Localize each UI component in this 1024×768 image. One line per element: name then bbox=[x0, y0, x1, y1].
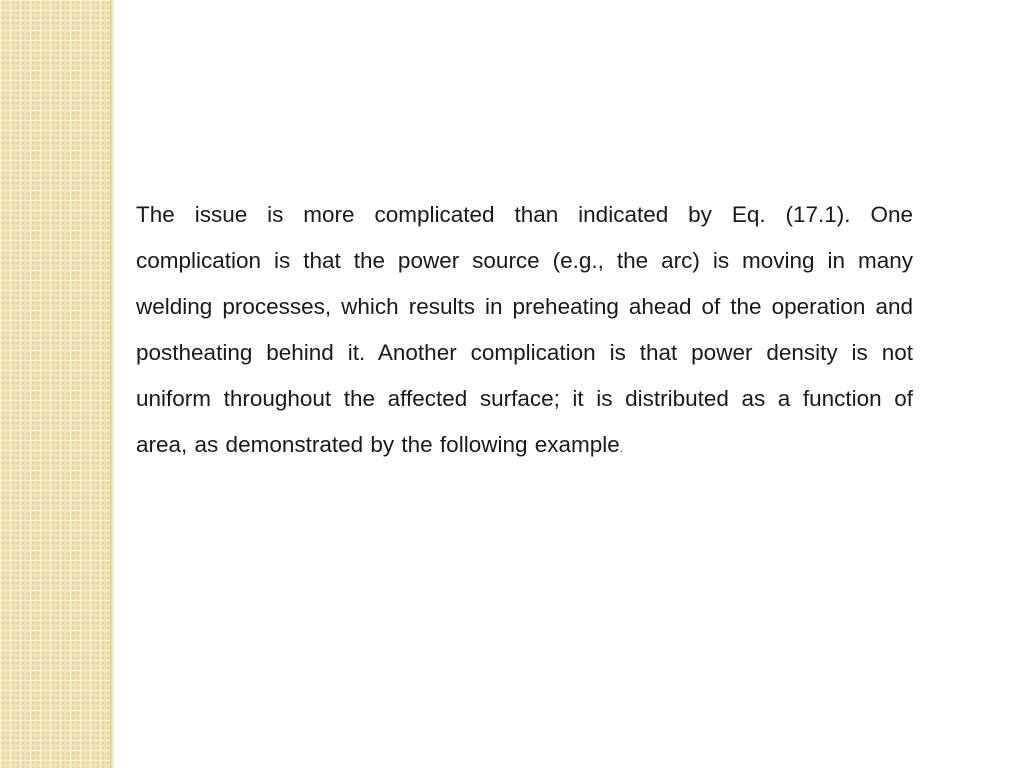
body-paragraph bbox=[136, 192, 913, 472]
decorative-side-band bbox=[0, 0, 110, 768]
side-band-edge bbox=[110, 0, 115, 768]
trailing-period: . bbox=[619, 443, 623, 455]
paragraph-text: The issue is more complicated than indicated by Eq. (17.1). One complication is that the power source (e.g., the arc) is moving in many welding processes, which results in preheating ahead of the operation and postheating behind it. Another complication is that power density is not uniform throughout the affected surface; it is distributed as a function of area, as demonstrated by the following example bbox=[136, 202, 913, 457]
